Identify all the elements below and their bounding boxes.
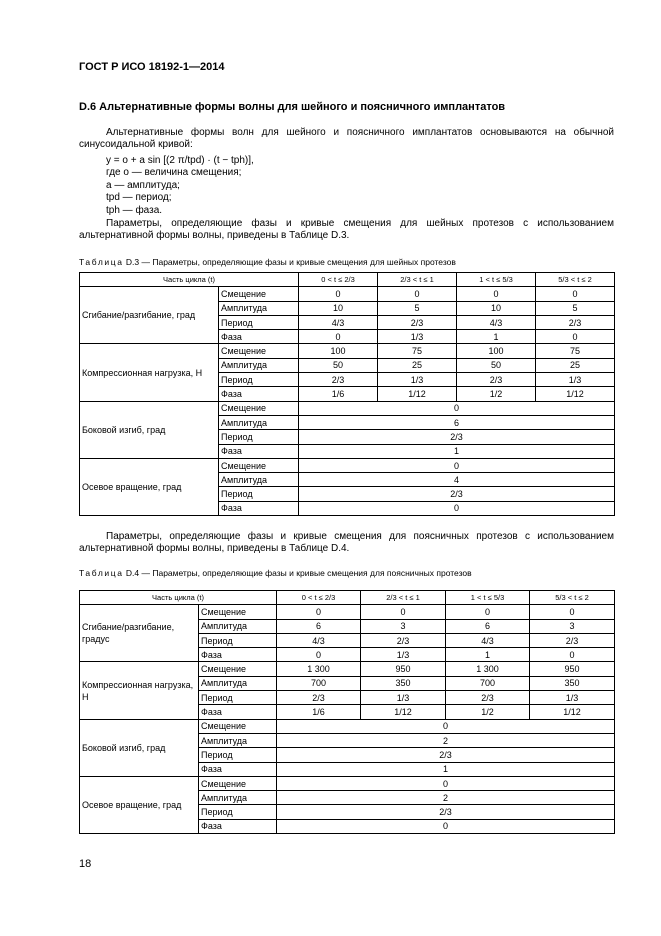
value-cell: 2/3	[277, 748, 615, 762]
value-cell: 1/6	[277, 705, 361, 719]
value-cell: 25	[536, 358, 615, 372]
value-cell: 0	[446, 605, 530, 619]
parameter-name: Смещение	[219, 401, 299, 415]
group-name: Боковой изгиб, град	[80, 719, 199, 776]
value-cell: 25	[378, 358, 457, 372]
value-cell: 2/3	[361, 633, 446, 647]
value-cell: 1	[277, 762, 615, 776]
value-cell: 10	[299, 301, 378, 315]
group-name: Осевое вращение, град	[80, 458, 219, 515]
value-cell: 1	[299, 444, 615, 458]
value-cell: 4/3	[457, 315, 536, 329]
value-cell: 75	[378, 344, 457, 358]
document-header: ГОСТ Р ИСО 18192-1—2014	[79, 61, 225, 73]
parameter-name: Амплитуда	[219, 301, 299, 315]
value-cell: 3	[530, 619, 615, 633]
value-cell: 2/3	[446, 691, 530, 705]
value-cell: 350	[361, 676, 446, 690]
parameter-name: Амплитуда	[219, 415, 299, 429]
table-row	[80, 719, 615, 733]
parameter-name: Смещение	[199, 719, 277, 733]
value-cell: 0	[277, 648, 361, 662]
value-cell: 50	[299, 358, 378, 372]
range-header: 1 < t ≤ 5/3	[446, 591, 530, 605]
value-cell: 6	[277, 619, 361, 633]
value-cell: 4	[299, 473, 615, 487]
value-cell: 10	[457, 301, 536, 315]
table-header-row	[80, 273, 615, 287]
value-cell: 50	[457, 358, 536, 372]
parameter-name: Фаза	[199, 762, 277, 776]
caption-text: D.4 — Параметры, определяющие фазы и кривые смещения для поясничных протезов	[125, 568, 472, 578]
value-cell: 1/12	[378, 387, 457, 401]
parameter-name: Фаза	[199, 648, 277, 662]
value-cell: 950	[530, 662, 615, 676]
value-cell: 1/3	[530, 691, 615, 705]
parameter-name: Амплитуда	[219, 473, 299, 487]
value-cell: 1	[446, 648, 530, 662]
parameter-name: Период	[219, 487, 299, 501]
value-cell: 1/12	[536, 387, 615, 401]
parameter-name: Период	[199, 748, 277, 762]
value-cell: 700	[277, 676, 361, 690]
range-header: 5/3 < t ≤ 2	[530, 591, 615, 605]
value-cell: 1/6	[299, 387, 378, 401]
value-cell: 0	[536, 287, 615, 301]
value-cell: 1/12	[530, 705, 615, 719]
paragraph-d3	[79, 218, 614, 243]
value-cell: 350	[530, 676, 615, 690]
group-name: Боковой изгиб, град	[80, 401, 219, 458]
value-cell: 2/3	[536, 315, 615, 329]
value-cell: 2/3	[299, 373, 378, 387]
value-cell: 3	[361, 619, 446, 633]
value-cell: 950	[361, 662, 446, 676]
table-row	[80, 458, 615, 472]
table-d4-caption	[79, 568, 472, 578]
parameter-name: Смещение	[219, 344, 299, 358]
value-cell: 1 300	[446, 662, 530, 676]
where-line: tpd — период;	[106, 192, 172, 204]
parameter-name: Фаза	[219, 444, 299, 458]
value-cell: 2/3	[299, 430, 615, 444]
value-cell: 100	[299, 344, 378, 358]
parameter-name: Период	[219, 373, 299, 387]
section-title: D.6 Альтернативные формы волны для шейного и поясничного имплантатов	[79, 101, 506, 113]
group-name: Компрессионная нагрузка, Н	[80, 662, 199, 719]
value-cell: 5	[378, 301, 457, 315]
intro-text: Альтернативные формы волн для шейного и поясничного имплантатов основываются на обычной синусоидальной кривой:	[79, 127, 614, 151]
where-line: a — амплитуда;	[106, 179, 180, 191]
column-header: Часть цикла (t)	[80, 591, 277, 605]
parameter-name: Смещение	[199, 605, 277, 619]
caption-text: D.3 — Параметры, определяющие фазы и кривые смещения для шейных протезов	[125, 257, 456, 267]
value-cell: 0	[378, 287, 457, 301]
value-cell: 1/2	[446, 705, 530, 719]
range-header: 2/3 < t ≤ 1	[378, 273, 457, 287]
value-cell: 0	[530, 648, 615, 662]
group-name: Сгибание/разгибание, град	[80, 287, 219, 344]
value-cell: 1/3	[361, 691, 446, 705]
value-cell: 2	[277, 791, 615, 805]
value-cell: 0	[361, 605, 446, 619]
paragraph-d4	[79, 531, 614, 556]
table-row	[80, 344, 615, 358]
value-cell: 4/3	[446, 633, 530, 647]
parameter-name: Период	[219, 315, 299, 329]
value-cell: 1 300	[277, 662, 361, 676]
parameter-name: Фаза	[219, 387, 299, 401]
paragraph-d4-text: Параметры, определяющие фазы и кривые смещения для поясничных протезов с использованием альтернативной формы волны, приведены в Таблице D.4.	[79, 531, 614, 555]
value-cell: 0	[277, 605, 361, 619]
parameter-name: Период	[199, 691, 277, 705]
value-cell: 0	[277, 776, 615, 790]
value-cell: 700	[446, 676, 530, 690]
where-line: tph — фаза.	[106, 204, 163, 216]
value-cell: 2/3	[299, 487, 615, 501]
parameter-name: Амплитуда	[199, 733, 277, 747]
parameter-name: Период	[199, 805, 277, 819]
parameter-name: Фаза	[199, 705, 277, 719]
parameter-name: Смещение	[199, 776, 277, 790]
caption-prefix: Таблица	[79, 257, 124, 267]
parameter-name: Амплитуда	[199, 791, 277, 805]
range-header: 0 < t ≤ 2/3	[277, 591, 361, 605]
value-cell: 2	[277, 733, 615, 747]
parameter-name: Амплитуда	[199, 676, 277, 690]
value-cell: 1	[457, 330, 536, 344]
where-line: где o — величина смещения;	[106, 167, 242, 179]
parameter-name: Фаза	[219, 330, 299, 344]
page-number: 18	[79, 858, 92, 870]
value-cell: 2/3	[277, 691, 361, 705]
range-header: 2/3 < t ≤ 1	[361, 591, 446, 605]
value-cell: 0	[536, 330, 615, 344]
parameter-name: Смещение	[219, 458, 299, 472]
value-cell: 0	[277, 719, 615, 733]
table-d3-caption	[79, 257, 456, 267]
formula-block	[106, 155, 254, 217]
value-cell: 1/3	[361, 648, 446, 662]
table-d3	[79, 272, 615, 516]
formula: y = o + a sin [(2 π/tpd) · (t − tph)],	[106, 155, 254, 166]
value-cell: 0	[277, 819, 615, 833]
value-cell: 6	[299, 415, 615, 429]
paragraph-d3-text: Параметры, определяющие фазы и кривые смещения для шейных протезов с использованием альтернативной формы волны, приведены в Таблице D.3.	[79, 218, 614, 242]
value-cell: 0	[457, 287, 536, 301]
table-row	[80, 287, 615, 301]
parameter-name: Фаза	[199, 819, 277, 833]
table-row	[80, 401, 615, 415]
value-cell: 2/3	[530, 633, 615, 647]
parameter-name: Период	[199, 633, 277, 647]
group-name: Осевое вращение, град	[80, 776, 199, 833]
value-cell: 0	[299, 287, 378, 301]
value-cell: 1/3	[378, 330, 457, 344]
value-cell: 4/3	[299, 315, 378, 329]
intro-paragraph	[79, 127, 614, 152]
table-row	[80, 776, 615, 790]
range-header: 1 < t ≤ 5/3	[457, 273, 536, 287]
table-row	[80, 605, 615, 619]
parameter-name: Смещение	[219, 287, 299, 301]
value-cell: 2/3	[277, 805, 615, 819]
group-name: Компрессионная нагрузка, Н	[80, 344, 219, 401]
value-cell: 0	[299, 458, 615, 472]
value-cell: 2/3	[457, 373, 536, 387]
value-cell: 1/2	[457, 387, 536, 401]
parameter-name: Амплитуда	[199, 619, 277, 633]
value-cell: 100	[457, 344, 536, 358]
range-header: 0 < t ≤ 2/3	[299, 273, 378, 287]
parameter-name: Амплитуда	[219, 358, 299, 372]
parameter-name: Период	[219, 430, 299, 444]
table-d4	[79, 590, 615, 834]
value-cell: 0	[299, 330, 378, 344]
value-cell: 4/3	[277, 633, 361, 647]
value-cell: 1/3	[378, 373, 457, 387]
caption-prefix: Таблица	[79, 568, 124, 578]
table-row	[80, 662, 615, 676]
table-header-row	[80, 591, 615, 605]
value-cell: 6	[446, 619, 530, 633]
value-cell: 0	[530, 605, 615, 619]
group-name: Сгибание/разгибание, градус	[80, 605, 199, 662]
range-header: 5/3 < t ≤ 2	[536, 273, 615, 287]
parameter-name: Фаза	[219, 501, 299, 515]
value-cell: 1/12	[361, 705, 446, 719]
parameter-name: Смещение	[199, 662, 277, 676]
value-cell: 5	[536, 301, 615, 315]
value-cell: 0	[299, 501, 615, 515]
value-cell: 1/3	[536, 373, 615, 387]
column-header: Часть цикла (t)	[80, 273, 299, 287]
value-cell: 0	[299, 401, 615, 415]
value-cell: 75	[536, 344, 615, 358]
value-cell: 2/3	[378, 315, 457, 329]
